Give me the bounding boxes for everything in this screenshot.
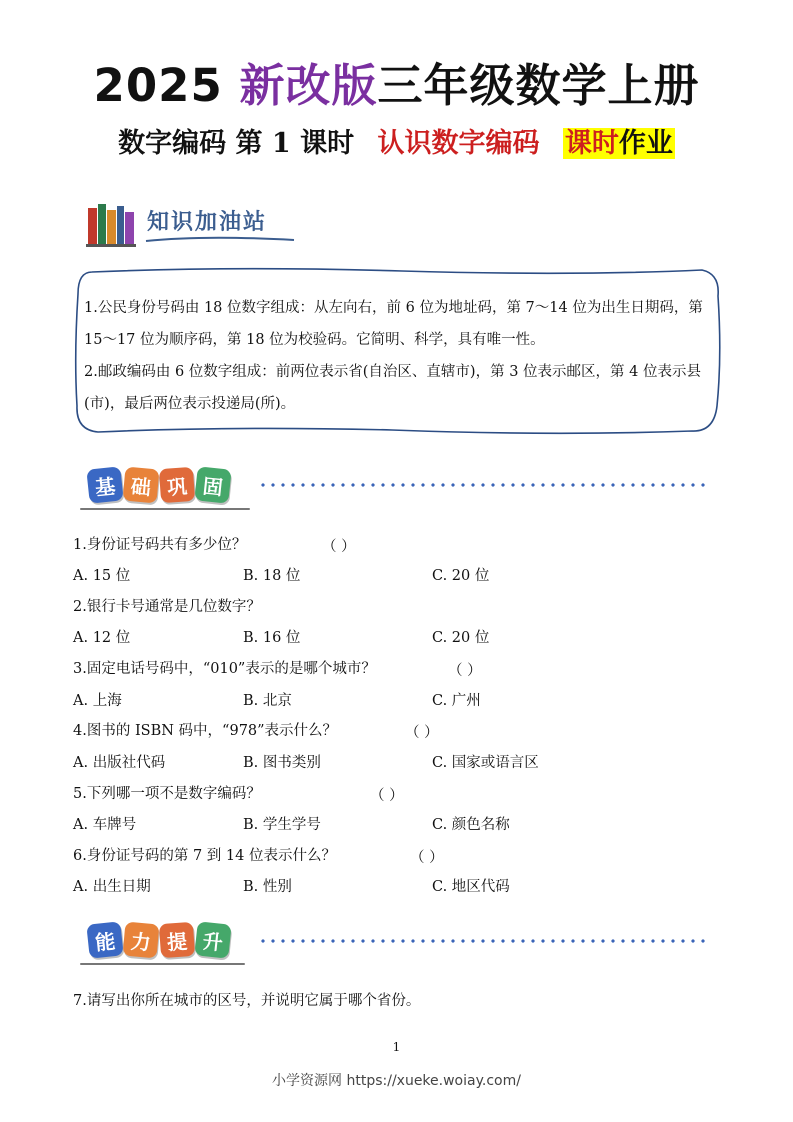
page-number: 1	[392, 1040, 401, 1054]
title-rest: 三年级数学上册	[377, 59, 700, 112]
knowledge-text	[84, 292, 716, 420]
q2-option-a: A. 12 位	[73, 630, 131, 646]
badge-sheng: 升	[194, 921, 231, 958]
q3-option-a: A. 上海	[73, 693, 122, 709]
q6-option-c: C. 地区代码	[432, 879, 510, 895]
subtitle-lesson: 数字编码 第 1 课时	[118, 128, 355, 159]
subtitle-topic: 认识数字编码	[377, 128, 540, 159]
page-subtitle	[0, 124, 793, 164]
q3-option-b: B. 北京	[243, 693, 292, 709]
title-year: 2025	[93, 59, 223, 112]
knowledge-banner-title: 知识加油站	[147, 210, 268, 235]
answer-blank-6[interactable]: （ ）	[410, 850, 444, 866]
section-basic-header	[88, 468, 230, 502]
q5-option-b: B. 学生学号	[243, 817, 321, 833]
q4-option-b: B. 图书类别	[243, 755, 321, 771]
title-highlight: 新改版	[239, 59, 378, 112]
q2-option-b: B. 16 位	[243, 630, 301, 646]
knowledge-box	[72, 266, 722, 436]
q6-option-b: B. 性别	[243, 879, 292, 895]
badge-gu: 固	[194, 466, 231, 503]
answer-blank-1[interactable]: （ ）	[322, 539, 356, 555]
question-6: 6.身份证号码的第 7 到 14 位表示什么？	[73, 848, 336, 864]
badge-chu: 础	[123, 467, 160, 504]
knowledge-item-2: 2.邮政编码由 6 位数字组成：前两位表示省(自治区、直辖市)，第 3 位表示邮区，第 4 位表示县(市)，最后两位表示投递局(所)。	[84, 364, 701, 412]
badge-gong: 巩	[159, 467, 195, 503]
q1-option-b: B. 18 位	[243, 568, 301, 584]
q1-option-a: A. 15 位	[73, 568, 131, 584]
q1-option-c: C. 20 位	[432, 568, 490, 584]
section-basic-dotted-line	[258, 482, 710, 488]
q5-option-a: A. 车牌号	[73, 817, 137, 833]
section-ability-dotted-line	[258, 938, 710, 944]
badge-li: 力	[123, 922, 160, 959]
q5-option-c: C. 颜色名称	[432, 817, 510, 833]
question-7: 7.请写出你所在城市的区号，并说明它属于哪个省份。	[73, 993, 421, 1009]
question-3: 3.固定电话号码中，“010”表示的是哪个城市？	[73, 661, 376, 677]
q4-option-a: A. 出版社代码	[73, 755, 166, 771]
q6-option-a: A. 出生日期	[73, 879, 151, 895]
q2-option-c: C. 20 位	[432, 630, 490, 646]
answer-blank-5[interactable]: （ ）	[370, 788, 404, 804]
section-ability-header	[88, 923, 230, 957]
question-4: 4.图书的 ISBN 码中，“978”表示什么？	[73, 723, 338, 739]
question-5: 5.下列哪一项不是数字编码？	[73, 786, 261, 802]
section-basic-underline	[80, 508, 250, 510]
answer-blank-3[interactable]: （ ）	[448, 663, 482, 679]
q3-option-c: C. 广州	[432, 693, 481, 709]
badge-ji: 基	[86, 466, 123, 503]
section-ability-underline	[80, 963, 245, 965]
badge-neng: 能	[86, 921, 123, 958]
subtitle-homework-red: 课时	[564, 128, 619, 159]
footer-source: 小学资源网 https://xueke.woiay.com/	[272, 1073, 521, 1089]
answer-blank-4[interactable]: （ ）	[405, 725, 439, 741]
subtitle-homework	[563, 128, 675, 159]
question-1: 1.身份证号码共有多少位？	[73, 537, 247, 553]
subtitle-homework-black: 作业	[618, 128, 673, 159]
knowledge-item-1: 1.公民身份号码由 18 位数字组成：从左向右，前 6 位为地址码，第 7～14 位为出生日期码，第 15～17 位为顺序码，第 18 位为校验码。它简明、科学，具有唯一性。	[84, 300, 703, 348]
badge-ti: 提	[159, 922, 195, 958]
page-title	[0, 56, 793, 116]
question-2: 2.银行卡号通常是几位数字？	[73, 599, 261, 615]
q4-option-c: C. 国家或语言区	[432, 755, 539, 771]
banner-underline	[144, 235, 299, 245]
